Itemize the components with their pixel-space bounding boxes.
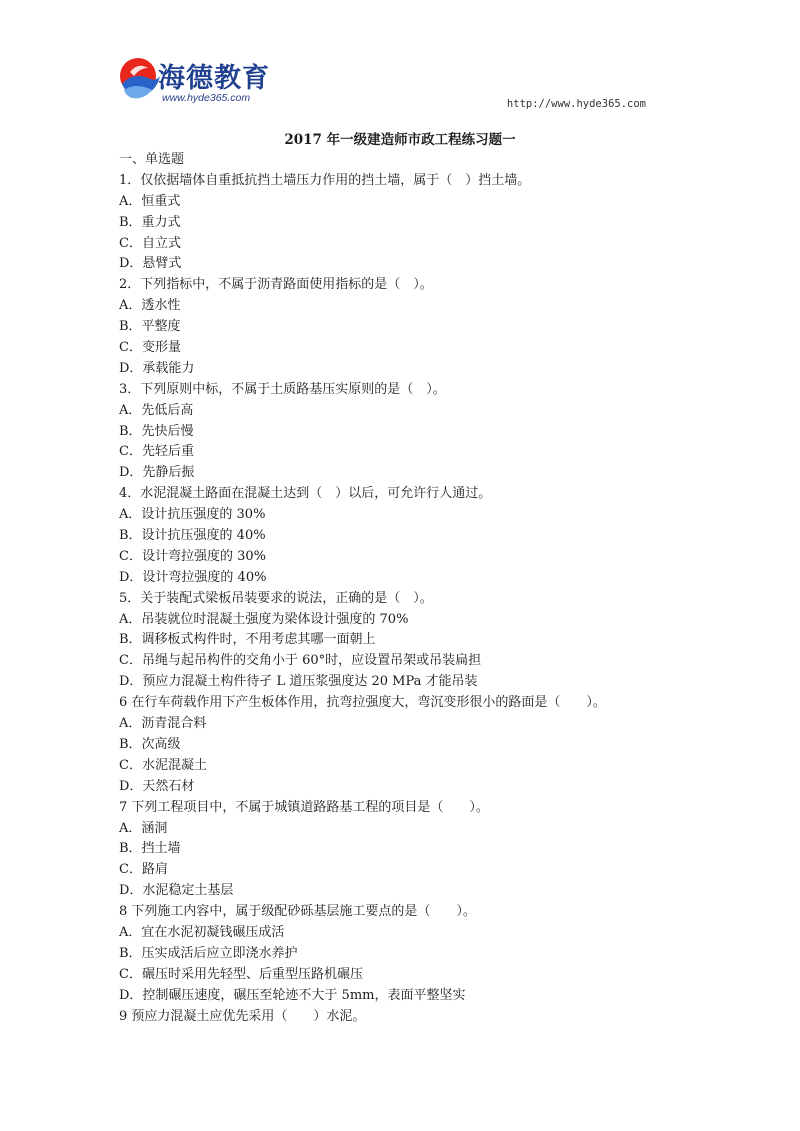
answer-option: A．恒重式 (119, 193, 181, 209)
answer-option: D．承载能力 (119, 360, 195, 376)
answer-option: A．宜在水泥初凝钱碾压成活 (119, 924, 285, 940)
answer-option: A．沥青混合料 (119, 716, 207, 732)
answer-option: C．自立式 (119, 235, 181, 251)
answer-option: D．控制碾压速度，碾压至轮迹不大于 5mm，表面平整坚实 (119, 987, 466, 1003)
brand-url: www.hyde365.com (162, 92, 251, 104)
question-stem: 6 在行车荷载作用下产生板体作用，抗弯拉强度大，弯沉变形很小的路面是（ ）。 (119, 695, 606, 711)
question-stem: 3．下列原则中标，不属于土质路基压实原则的是（ ）。 (119, 381, 446, 397)
answer-option: B．平整度 (119, 319, 181, 335)
answer-option: C．设计弯拉强度的 30% (119, 548, 266, 564)
answer-option: B．调移板式构件时，不用考虑其哪一面朝上 (119, 632, 376, 648)
answer-option: A．涵洞 (119, 820, 168, 836)
answer-option: D．设计弯拉强度的 40% (119, 569, 267, 585)
answer-option: A．吊装就位时混凝土强度为梁体设计强度的 70% (119, 611, 409, 627)
answer-option: C．路肩 (119, 862, 168, 878)
answer-option: B．压实成活后应立即浇水养护 (119, 945, 298, 961)
section-heading: 一、单选题 (119, 152, 185, 167)
answer-option: B．挡土墙 (119, 841, 181, 857)
brand-name: 海德教育 (158, 63, 270, 94)
answer-option: C．水泥混凝土 (119, 757, 207, 773)
answer-option: B．先快后慢 (119, 423, 194, 439)
answer-option: B．次高级 (119, 736, 181, 752)
question-stem: 9 预应力混凝土应优先采用（ ）水泥。 (119, 1008, 366, 1024)
answer-option: A．透水性 (119, 298, 181, 314)
answer-option: D．天然石材 (119, 778, 195, 794)
answer-option: D．先静后振 (119, 465, 195, 481)
header-url-link[interactable]: http://www.hyde365.com (506, 98, 646, 110)
question-stem: 5．关于装配式梁板吊装要求的说法，正确的是（ ）。 (119, 590, 433, 606)
question-stem: 1．仅依据墙体自重抵抗挡土墙压力作用的挡土墙，属于（ ）挡土墙。 (119, 172, 531, 188)
answer-option: D．悬臂式 (119, 256, 182, 272)
answer-option: C．先轻后重 (119, 444, 194, 460)
answer-option: D．水泥稳定土基层 (119, 883, 234, 899)
brand-logo (118, 54, 278, 114)
question-stem: 7 下列工程项目中，不属于城镇道路路基工程的项目是（ ）。 (119, 799, 489, 815)
question-list (119, 150, 719, 1027)
question-stem: 8 下列施工内容中，属于级配砂砾基层施工要点的是（ ）。 (119, 904, 476, 920)
answer-option: C．变形量 (119, 340, 181, 356)
question-stem: 2．下列指标中，不属于沥青路面使用指标的是（ ）。 (119, 277, 433, 293)
answer-option: C．吊绳与起吊构件的交角小于 60°时，应设置吊架或吊装扁担 (119, 653, 482, 669)
answer-option: C．碾压时采用先轻型、后重型压路机碾压 (119, 966, 363, 982)
answer-option: B．重力式 (119, 214, 181, 230)
answer-option: D．预应力混凝土构件待孑 L 道压浆强度达 20 MPa 才能吊装 (119, 674, 478, 690)
brand-emblem-icon (118, 54, 162, 104)
answer-option: B．设计抗压强度的 40% (119, 528, 266, 544)
answer-option: A．设计抗压强度的 30% (119, 507, 266, 523)
answer-option: A．先低后高 (119, 402, 194, 418)
document-title: 2017 年一级建造师市政工程练习题一 (284, 132, 516, 148)
question-stem: 4．水泥混凝土路面在混凝土达到（ ）以后，可允许行人通过。 (119, 486, 492, 502)
